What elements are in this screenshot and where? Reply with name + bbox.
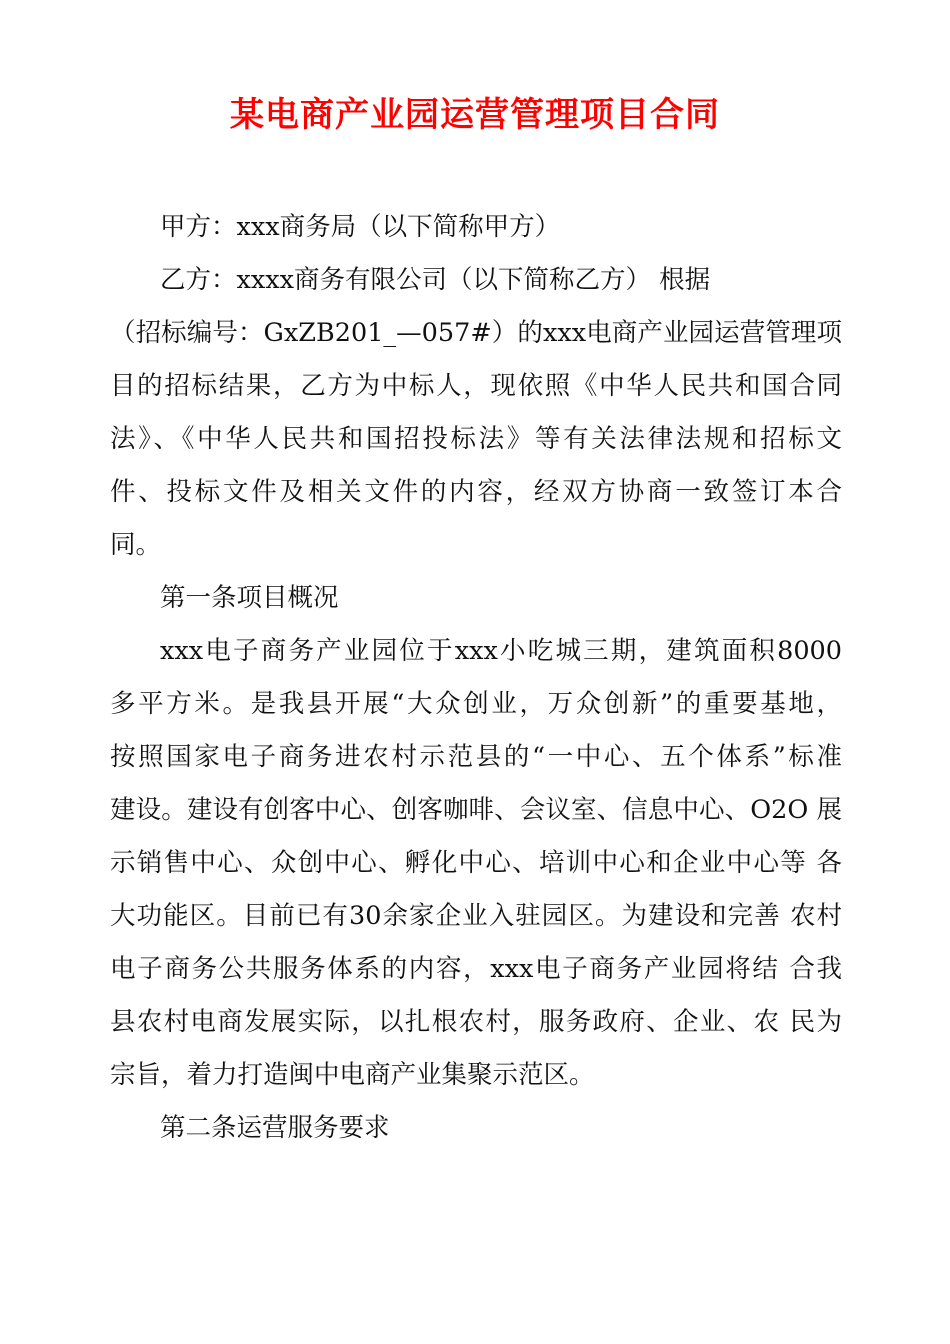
party-a-line: 甲方：xxx商务局（以下简称甲方） [160,212,561,242]
section-1-line: 按照国家电子商务进农村示范县的“一中心、五个体系”标准 [110,742,842,772]
section-1-line: 大功能区。目前已有30余家企业入驻园区。为建设和完善 农村 [110,901,842,931]
section-1-line: 县农村电商发展实际，以扎根农村，服务政府、企业、农 民为 [110,1007,842,1037]
section-1-line: 电子商务公共服务体系的内容，xxx电子商务产业园将结 合我 [110,954,842,984]
section-heading-1: 第一条项目概况 [160,583,339,613]
preamble-line: （招标编号：GxZB201_—057#）的xxx电商产业园运营管理项 [110,318,842,348]
section-1-line: 多平方米。是我县开展“大众创业，万众创新”的重要基地， [110,689,842,719]
section-1-line: 示销售中心、众创中心、孵化中心、培训中心和企业中心等 各 [110,848,842,878]
section-1-line: 建设。建设有创客中心、创客咖啡、会议室、信息中心、O2O 展 [110,795,842,825]
document-title: 某电商产业园运营管理项目合同 [230,95,720,135]
preamble-line: 法》、《中华人民共和国招投标法》等有关法律法规和招标文 [110,424,842,454]
section-1-line: 宗旨，着力打造闽中电商产业集聚示范区。 [110,1060,595,1090]
section-heading-2: 第二条运营服务要求 [160,1113,390,1143]
preamble-line: 目的招标结果，乙方为中标人，现依照《中华人民共和国合同 [110,371,842,401]
party-b-line: 乙方：xxxx商务有限公司（以下简称乙方） 根据 [160,265,711,295]
section-1-line: xxx电子商务产业园位于xxx小吃城三期，建筑面积8000 [160,636,842,666]
preamble-line: 同。 [110,530,162,560]
preamble-line: 件、投标文件及相关文件的内容，经双方协商一致签订本合 [110,477,842,507]
